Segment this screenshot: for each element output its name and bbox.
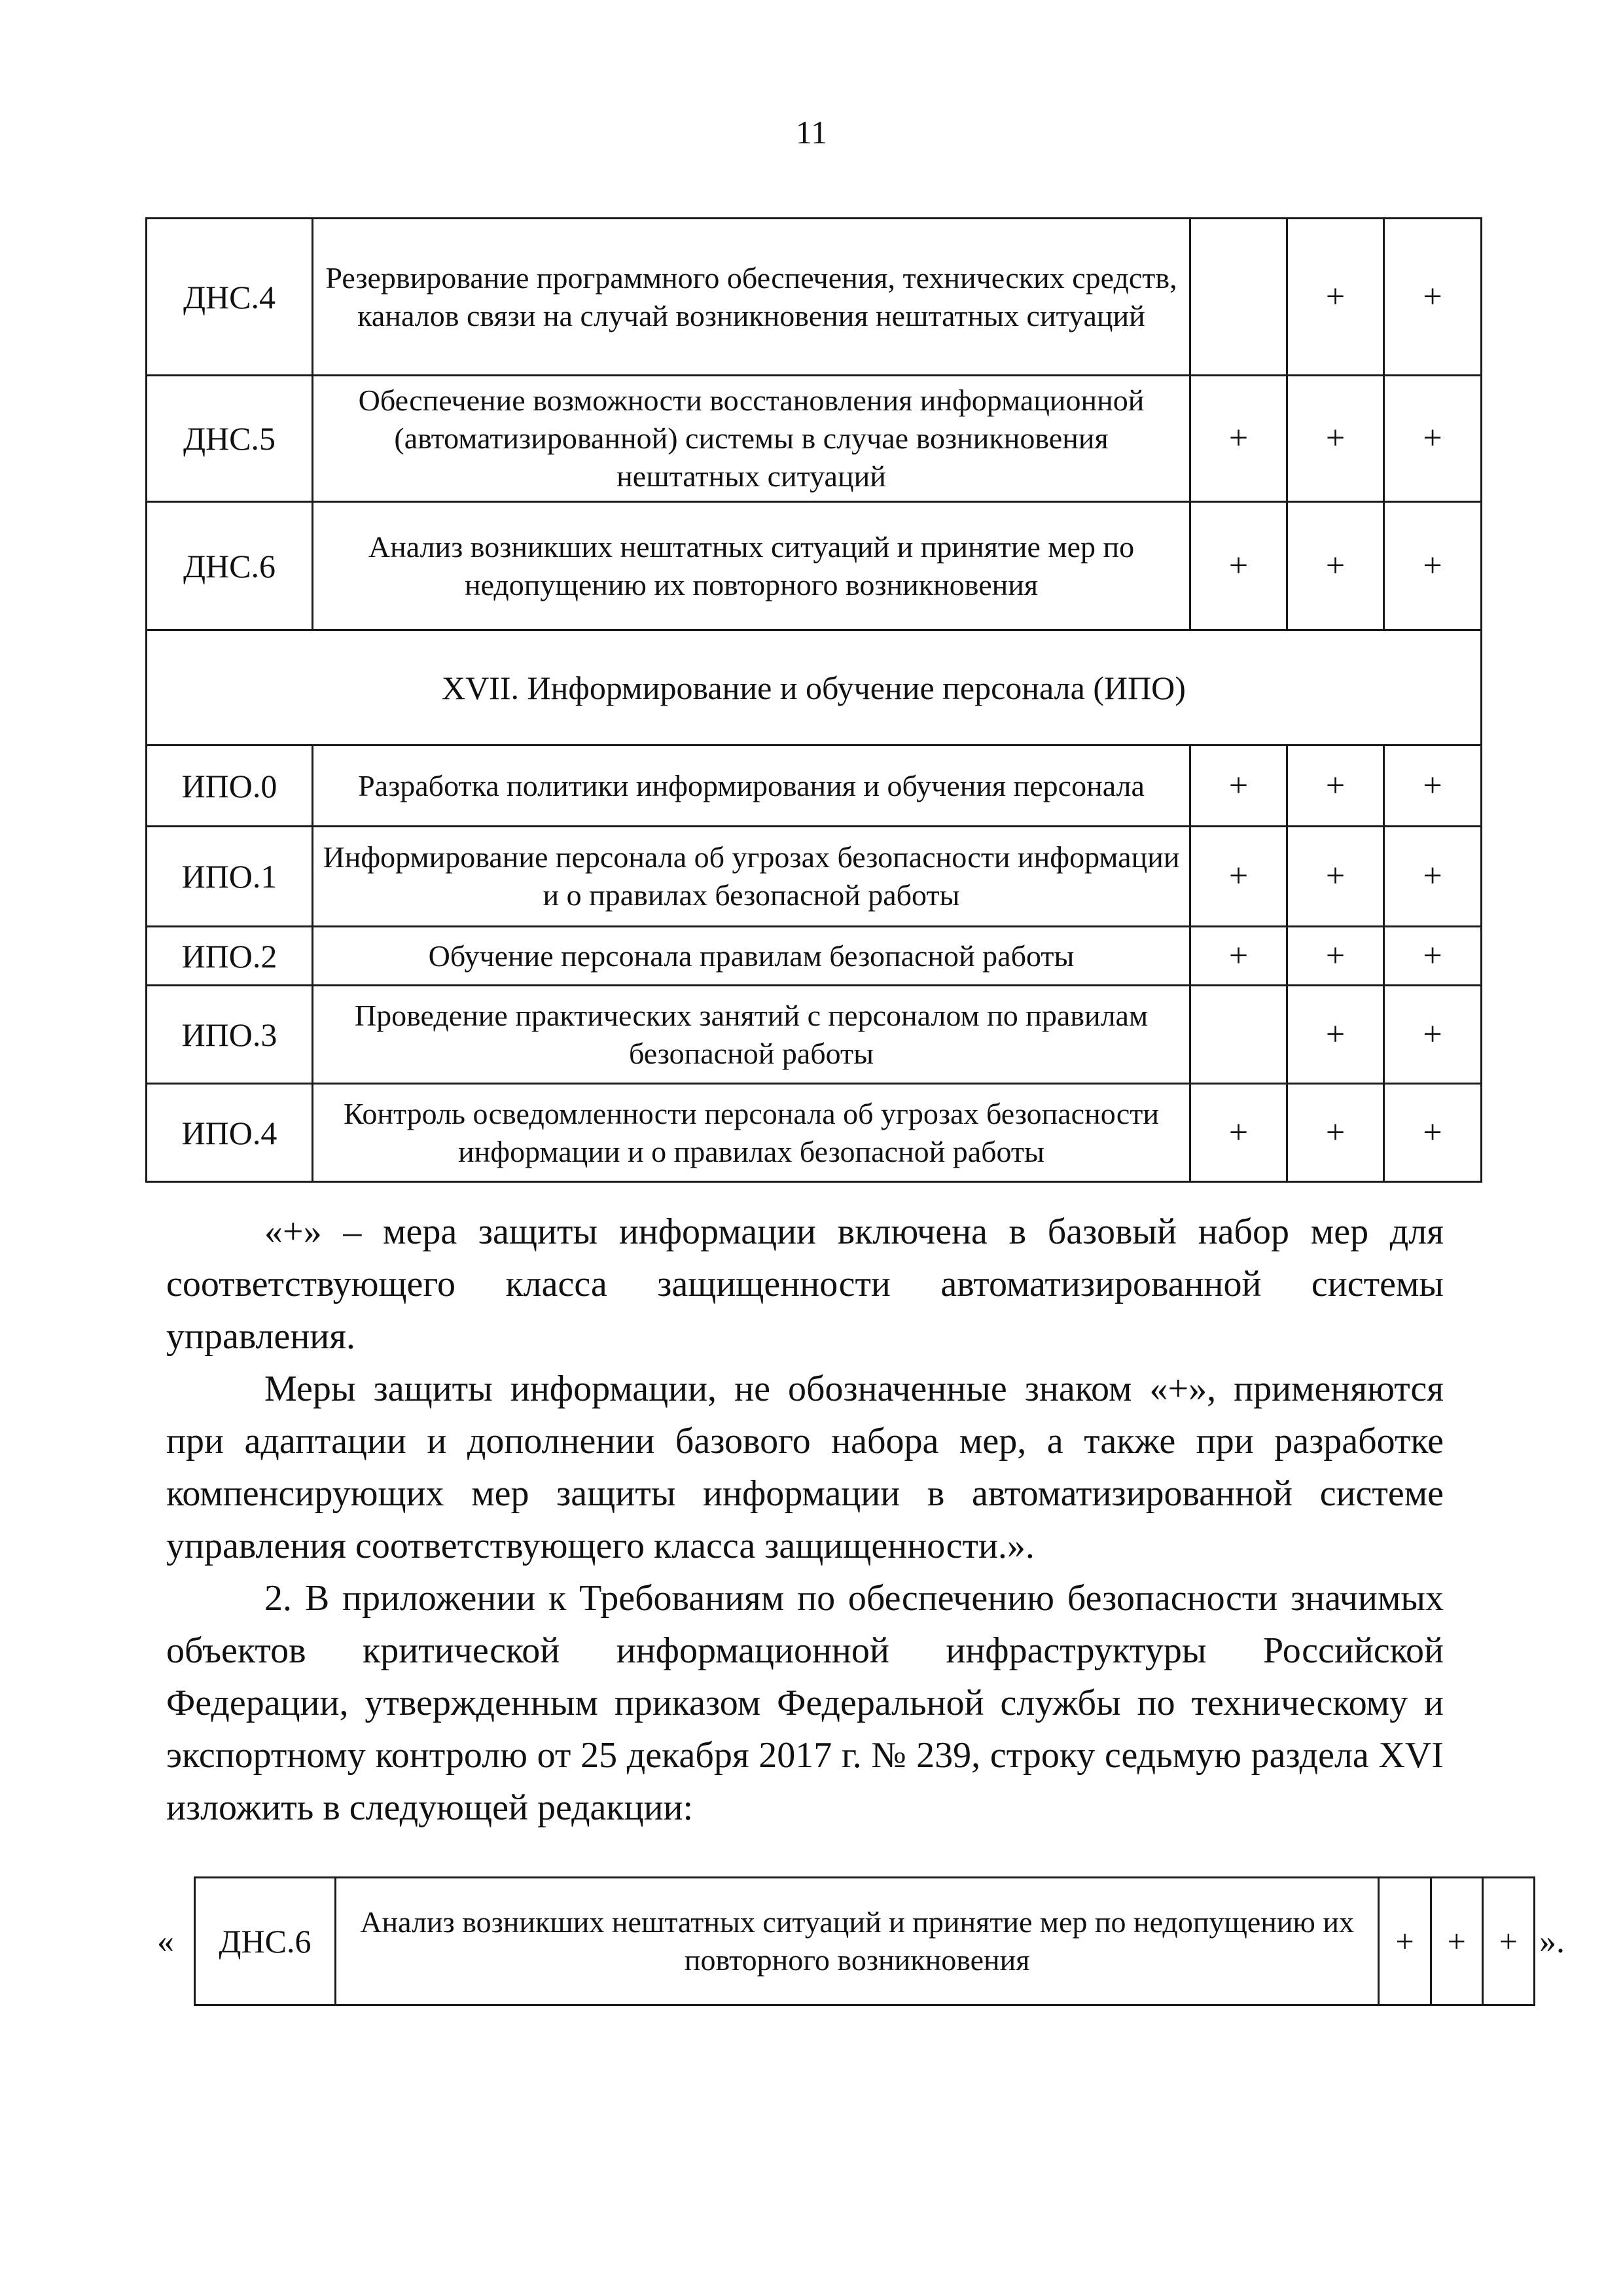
table-row <box>147 927 1482 986</box>
section-title: XVII. Информирование и обучение персонала (ИПО) <box>147 630 1482 745</box>
class-mark: + <box>1384 827 1482 927</box>
class-mark: + <box>1287 927 1384 986</box>
class-mark: + <box>1190 827 1287 927</box>
class-mark: + <box>1384 745 1482 827</box>
class-mark: + <box>1384 376 1482 502</box>
measure-text: Проведение практических занятий с персоналом по правилам безопасной работы <box>313 986 1190 1084</box>
class-mark: + <box>1287 376 1384 502</box>
measure-text: Анализ возникших нештатных ситуаций и принятие мер по недопущению их повторного возникновения <box>313 502 1190 630</box>
class-mark: + <box>1190 927 1287 986</box>
inserted-row-table <box>194 1876 1535 2006</box>
measure-code: ИПО.3 <box>147 986 313 1084</box>
measure-code: ДНС.4 <box>147 219 313 376</box>
table-row <box>147 502 1482 630</box>
page-number: 11 <box>795 114 828 151</box>
class-mark <box>1190 986 1287 1084</box>
table-row <box>147 1084 1482 1182</box>
measure-text: Обеспечение возможности восстановления информационной (автоматизированной) системы в случае возникновения нештатных ситуаций <box>313 376 1190 502</box>
class-mark: + <box>1384 927 1482 986</box>
table-row <box>195 1878 1535 2005</box>
measure-text: Резервирование программного обеспечения, технических средств, каналов связи на случай возникновения нештатных ситуаций <box>313 219 1190 376</box>
legend-paragraph: «+» – мера защиты информации включена в базовый набор мер для соответствующего класса защищенности автоматизированной системы управления. <box>166 1211 1444 1357</box>
class-mark <box>1190 219 1287 376</box>
measures-table <box>145 217 1482 1183</box>
class-mark: + <box>1190 376 1287 502</box>
class-mark: + <box>1190 745 1287 827</box>
adaptation-paragraph: Меры защиты информации, не обозначенные знаком «+», применяются при адаптации и дополнении базового набора мер, а также при разработке компенсирующих мер защиты информации в автоматизированной системе управления соответствующего класса защищенности.». <box>166 1369 1444 1566</box>
table-row <box>147 376 1482 502</box>
class-mark: + <box>1287 827 1384 927</box>
table-row <box>147 745 1482 827</box>
measure-code: ИПО.0 <box>147 745 313 827</box>
measure-code: ДНС.6 <box>195 1878 336 2005</box>
measure-code: ДНС.6 <box>147 502 313 630</box>
class-mark: + <box>1384 986 1482 1084</box>
class-mark: + <box>1384 502 1482 630</box>
measure-code: ДНС.5 <box>147 376 313 502</box>
closing-quote: ». <box>1539 1923 1565 1960</box>
table-row <box>147 219 1482 376</box>
amendment-paragraph: 2. В приложении к Требованиям по обеспечению безопасности значимых объектов критической информационной инфраструктуры Российской Федерации, утвержденным приказом Федеральной службы по техническому и экспортному контролю от 25 декабря 2017 г. № 239, строку седьмую раздела XVI изложить в следующей редакции: <box>166 1578 1444 1828</box>
measure-text: Контроль осведомленности персонала об угрозах безопасности информации и о правилах безопасной работы <box>313 1084 1190 1182</box>
table-row <box>147 986 1482 1084</box>
class-mark: + <box>1287 219 1384 376</box>
measure-code: ИПО.4 <box>147 1084 313 1182</box>
class-mark: + <box>1384 1084 1482 1182</box>
class-mark: + <box>1379 1878 1431 2005</box>
class-mark: + <box>1287 1084 1384 1182</box>
body-text <box>166 1206 1444 1834</box>
class-mark: + <box>1431 1878 1482 2005</box>
class-mark: + <box>1190 502 1287 630</box>
measure-text: Анализ возникших нештатных ситуаций и принятие мер по недопущению их повторного возникновения <box>335 1878 1379 2005</box>
inserted-row-block <box>153 1876 1565 2007</box>
measure-text: Разработка политики информирования и обучения персонала <box>313 745 1190 827</box>
measure-text: Информирование персонала об угрозах безопасности информации и о правилах безопасной работы <box>313 827 1190 927</box>
class-mark: + <box>1287 502 1384 630</box>
opening-quote: « <box>157 1923 174 1960</box>
class-mark: + <box>1384 219 1482 376</box>
measure-text: Обучение персонала правилам безопасной работы <box>313 927 1190 986</box>
class-mark: + <box>1482 1878 1534 2005</box>
measure-code: ИПО.1 <box>147 827 313 927</box>
class-mark: + <box>1190 1084 1287 1182</box>
class-mark: + <box>1287 986 1384 1084</box>
table-row <box>147 827 1482 927</box>
measure-code: ИПО.2 <box>147 927 313 986</box>
class-mark: + <box>1287 745 1384 827</box>
section-row <box>147 630 1482 745</box>
